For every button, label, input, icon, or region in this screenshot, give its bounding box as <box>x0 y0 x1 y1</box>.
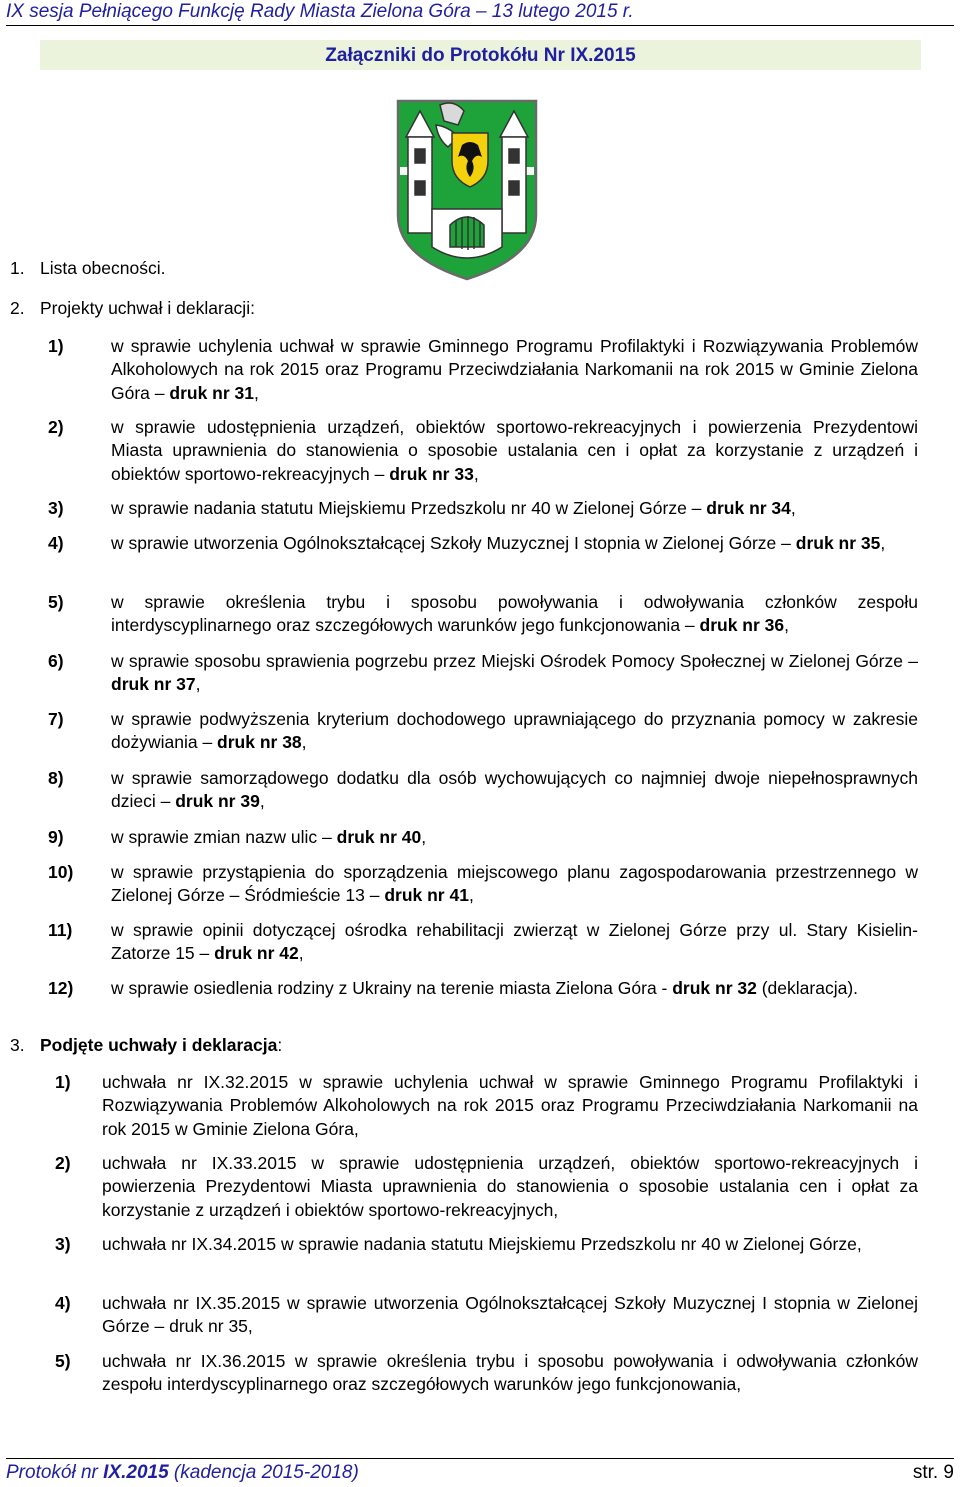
druk-number: druk nr 32 <box>672 978 757 998</box>
section-adopted-resolutions <box>10 1035 282 1056</box>
item-text <box>111 650 918 697</box>
item-text <box>111 335 918 405</box>
item-text <box>111 497 918 520</box>
druk-number: druk nr 33 <box>389 463 474 484</box>
item-tail: , <box>195 674 201 695</box>
item-number: 3) <box>55 1234 71 1254</box>
section-label-suffix: : <box>277 1035 283 1055</box>
item-number: 3) <box>48 498 64 518</box>
item-number: 8) <box>48 768 64 788</box>
item-tail: , <box>421 827 427 847</box>
document-title-text: Załączniki do Protokółu Nr IX.2015 <box>325 45 636 66</box>
item-number: 10) <box>48 862 74 882</box>
item-text: uchwała nr IX.36.2015 w sprawie określenia trybu i sposobu powoływania i odwoływania członków zespołu interdyscyplinarnego oraz szczegółowych warunków jego funkcjonowania, <box>102 1351 918 1395</box>
section-attendance <box>10 258 166 279</box>
item-text: uchwała nr IX.35.2015 w sprawie utworzenia Ogólnokształcącej Szkoły Muzycznej I stopnia w Zielonej Górze – druk nr 35, <box>102 1293 918 1337</box>
section-number: 3. <box>10 1035 25 1055</box>
item-tail: (deklaracja). <box>756 978 859 998</box>
item-number: 5) <box>55 1351 71 1371</box>
item-description: w sprawie zmian nazw ulic – <box>111 827 337 847</box>
draft-resolution-item <box>48 591 918 638</box>
item-tail: , <box>784 615 790 636</box>
draft-resolution-item <box>48 826 918 849</box>
section-number: 2. <box>10 298 25 318</box>
adopted-resolution-item <box>55 1152 918 1222</box>
item-number: 1) <box>55 1072 71 1092</box>
session-title: IX sesja Pełniącego Funkcję Rady Miasta Zielona Góra – 13 lutego 2015 r. <box>6 1 634 22</box>
item-number: 1) <box>48 336 64 356</box>
city-coat-of-arms <box>392 97 542 281</box>
item-number: 11) <box>48 920 73 940</box>
item-number: 5) <box>48 592 64 612</box>
draft-resolution-item <box>48 416 918 486</box>
item-description: w sprawie uchylenia uchwał w sprawie Gminnego Programu Profilaktyki i Rozwiązywania Problemów Alkoholowych na rok 2015 oraz Programu Przeciwdziałania Narkomanii na rok 2015 w Gminie Zielona Góra – <box>111 336 918 403</box>
druk-number: druk nr 42 <box>214 943 299 964</box>
item-description: w sprawie podwyższenia kryterium dochodowego uprawniającego do przyznania pomocy w zakresie dożywiania – <box>111 709 918 753</box>
footer-protocol-number: IX.2015 <box>103 1462 169 1483</box>
druk-number: druk nr 41 <box>384 885 469 906</box>
druk-number: druk nr 31 <box>169 382 254 403</box>
druk-number: druk nr 36 <box>699 615 785 636</box>
druk-number: druk nr 38 <box>217 732 302 753</box>
item-description: w sprawie udostępnienia urządzeń, obiektów sportowo-rekreacyjnych i powierzenia Prezydentowi Miasta uprawnienia do stanowienia o sposobie ustalania cen i opłat za korzystanie z urządzeń i obiektów sportowo-rekreacyjnych – <box>111 417 918 484</box>
druk-number: druk nr 34 <box>706 498 791 518</box>
page-header <box>6 0 954 26</box>
page-footer <box>6 1458 954 1487</box>
druk-number: druk nr 35 <box>795 533 881 553</box>
item-text <box>111 919 918 966</box>
item-number: 4) <box>55 1293 71 1313</box>
footer-term: (kadencja 2015-2018) <box>168 1462 359 1483</box>
item-tail: , <box>254 382 259 403</box>
item-description: w sprawie sposobu sprawienia pogrzebu przez Miejski Ośrodek Pomocy Społecznej w Zielonej Górze – <box>111 651 918 671</box>
item-tail: , <box>473 463 479 484</box>
item-number: 9) <box>48 827 64 847</box>
item-text: uchwała nr IX.33.2015 w sprawie udostępnienia urządzeń, obiektów sportowo-rekreacyjnych i powierzenia Prezydentowi Miasta uprawnienia do stanowienia o sposobie ustalania cen i opłat za korzystanie z urządzeń i obiektów sportowo-rekreacyjnych, <box>102 1153 918 1220</box>
item-text <box>111 977 918 1000</box>
item-text: uchwała nr IX.32.2015 w sprawie uchylenia uchwał w sprawie Gminnego Programu Profilaktyki i Rozwiązywania Problemów Alkoholowych na rok 2015 oraz Programu Przeciwdziałania Narkomanii na rok 2015 w Gminie Zielona Góra, <box>102 1072 918 1139</box>
item-text: uchwała nr IX.34.2015 w sprawie nadania statutu Miejskiemu Przedszkolu nr 40 w Zielonej Górze, <box>102 1234 862 1254</box>
section-label: Projekty uchwał i deklaracji: <box>40 298 255 318</box>
item-text <box>111 708 918 755</box>
item-number: 2) <box>55 1153 71 1173</box>
druk-number: druk nr 37 <box>111 674 196 695</box>
draft-resolution-item <box>48 977 918 1000</box>
footer-prefix: Protokół nr <box>6 1462 104 1483</box>
item-tail: , <box>259 791 265 812</box>
item-description: w sprawie przystąpienia do sporządzenia miejscowego planu zagospodarowania przestrzennego w Zielonej Górze – Śródmieście 13 – <box>111 862 918 906</box>
item-description: w sprawie nadania statutu Miejskiemu Przedszkolu nr 40 w Zielonej Górze – <box>111 498 707 518</box>
item-text <box>111 416 918 486</box>
section-draft-resolutions <box>10 298 255 319</box>
adopted-resolution-item <box>55 1233 918 1256</box>
adopted-resolution-item <box>55 1350 918 1397</box>
page-number: str. 9 <box>912 1462 954 1483</box>
item-text <box>111 861 918 908</box>
draft-resolution-item <box>48 861 918 908</box>
draft-resolution-item <box>48 532 918 555</box>
item-text <box>111 532 918 555</box>
draft-resolution-item <box>48 335 918 405</box>
item-tail: , <box>880 533 886 553</box>
draft-resolution-item <box>48 650 918 697</box>
item-number: 7) <box>48 709 64 729</box>
item-tail: , <box>468 885 474 906</box>
section-label: Lista obecności. <box>40 258 166 278</box>
item-number: 6) <box>48 651 64 671</box>
section-number: 1. <box>10 258 25 278</box>
item-description: w sprawie utworzenia Ogólnokształcącej Szkoły Muzycznej I stopnia w Zielonej Górze – <box>111 533 796 553</box>
item-tail: , <box>298 943 304 964</box>
adopted-resolution-item <box>55 1292 918 1339</box>
item-description: w sprawie określenia trybu i sposobu powoływania i odwoływania członków zespołu interdyscyplinarnego oraz szczegółowych warunków jego funkcjonowania – <box>111 592 918 636</box>
druk-number: druk nr 40 <box>336 827 422 847</box>
item-description: w sprawie samorządowego dodatku dla osób wychowujących co najmniej dwoje niepełnosprawnych dzieci – <box>111 768 918 812</box>
item-text <box>111 826 918 849</box>
draft-resolution-item <box>48 497 918 520</box>
item-number: 2) <box>48 417 64 437</box>
adopted-resolution-item <box>55 1071 918 1141</box>
section-label-bold: Podjęte uchwały i deklaracja <box>40 1035 278 1055</box>
draft-resolution-item <box>48 708 918 755</box>
item-number: 12) <box>48 978 74 998</box>
item-description: w sprawie osiedlenia rodziny z Ukrainy na terenie miasta Zielona Góra - <box>111 978 673 998</box>
item-text <box>111 591 918 638</box>
document-title <box>40 40 921 70</box>
draft-resolution-item <box>48 767 918 814</box>
item-text <box>111 767 918 814</box>
item-description: w sprawie opinii dotyczącej ośrodka rehabilitacji zwierząt w Zielonej Górze przy ul. Stary Kisielin-Zatorze 15 – <box>111 920 918 964</box>
item-tail: , <box>301 732 307 753</box>
draft-resolution-item <box>48 919 918 966</box>
item-tail: , <box>790 498 796 518</box>
druk-number: druk nr 39 <box>175 791 260 812</box>
item-number: 4) <box>48 533 64 553</box>
